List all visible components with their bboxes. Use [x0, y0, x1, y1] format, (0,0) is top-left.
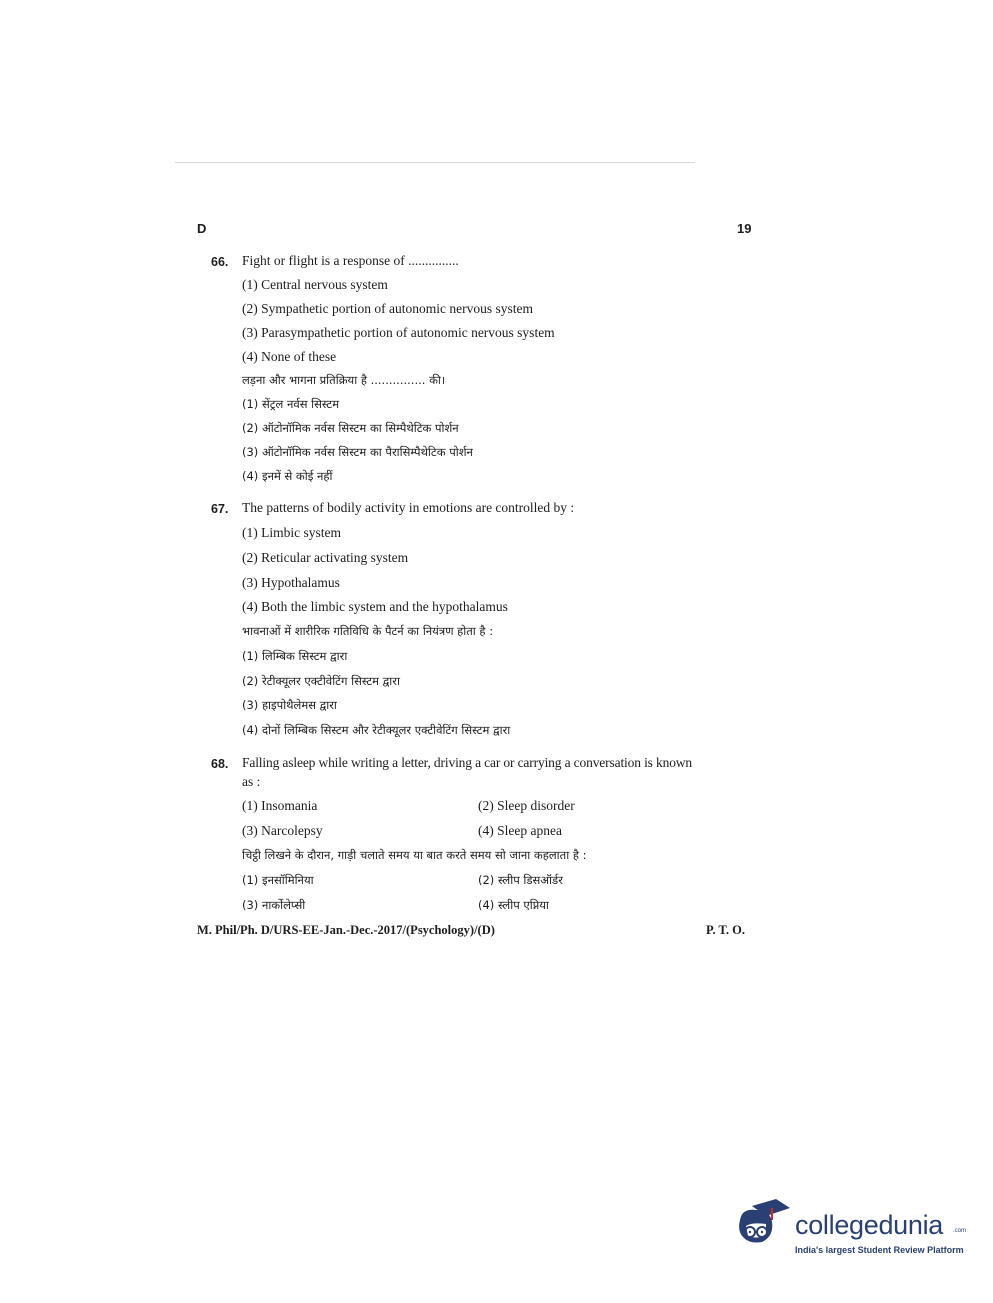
logo-tagline: India's largest Student Review Platform [795, 1245, 964, 1255]
option-hindi: (2) ऑटोनॉमिक नर्वस सिस्टम का सिम्पैथेटिक पोर्शन [242, 421, 459, 435]
paper-code: M. Phil/Ph. D/URS-EE-Jan.-Dec.-2017/(Psychology)/(D) [197, 923, 495, 937]
pto-label: P. T. O. [706, 923, 746, 937]
question-number: 68. [211, 757, 229, 771]
option-hindi: (2) रेटीक्यूलर एक्टीवेटिंग सिस्टम द्वारा [242, 674, 400, 688]
logo-wordmark: collegedunia [795, 1210, 944, 1240]
option-hindi: (1) सेंट्रल नर्वस सिस्टम [242, 397, 340, 411]
option: (3) Hypothalamus [242, 575, 340, 590]
top-rule [175, 162, 695, 163]
option: (4) Sleep apnea [478, 823, 562, 838]
question-text: The patterns of bodily activity in emotions are controlled by : [242, 500, 575, 515]
option: (1) Limbic system [242, 525, 341, 540]
option-hindi: (1) लिम्बिक सिस्टम द्वारा [242, 649, 348, 663]
series-label: D [197, 221, 207, 236]
option-hindi: (3) हाइपोथैलेमस द्वारा [242, 698, 337, 712]
question-number: 67. [211, 502, 229, 516]
option-hindi: (4) दोनों लिम्बिक सिस्टम और रेटीक्यूलर एक्टीवेटिंग सिस्टम द्वारा [242, 723, 511, 737]
question-text-hindi: भावनाओं में शारीरिक गतिविधि के पैटर्न का नियंत्रण होता है : [242, 624, 494, 638]
option-hindi: (4) इनमें से कोई नहीं [242, 469, 333, 483]
option: (2) Sleep disorder [478, 798, 575, 813]
page-number: 19 [737, 221, 752, 236]
mascot-icon [732, 1196, 792, 1256]
option: (3) Narcolepsy [242, 823, 323, 838]
option-hindi: (2) स्लीप डिसऑर्डर [478, 873, 563, 887]
option: (1) Central nervous system [242, 277, 388, 292]
question-text: Falling asleep while writing a letter, driving a car or carrying a conversation is known [242, 755, 692, 770]
option: (1) Insomania [242, 798, 318, 813]
option-hindi: (4) स्लीप एप्निया [478, 898, 549, 912]
option: (2) Sympathetic portion of autonomic nervous system [242, 301, 533, 316]
option: (4) Both the limbic system and the hypothalamus [242, 599, 508, 614]
question-number: 66. [211, 255, 229, 269]
option-hindi: (3) ऑटोनॉमिक नर्वस सिस्टम का पैरासिम्पैथेटिक पोर्शन [242, 445, 473, 459]
question-text: Fight or flight is a response of ............... [242, 253, 459, 268]
question-text-continued: as : [242, 774, 261, 789]
question-text-hindi: लड़ना और भागना प्रतिक्रिया है ............... की। [242, 373, 446, 387]
option-hindi: (1) इनसॉमिनिया [242, 873, 314, 887]
logo-domain: .com [953, 1228, 967, 1234]
option: (2) Reticular activating system [242, 550, 409, 565]
question-text-hindi: चिट्ठी लिखने के दौरान, गाड़ी चलाते समय या बात करते समय सो जाना कहलाता है : [242, 848, 587, 862]
option: (3) Parasympathetic portion of autonomic nervous system [242, 325, 555, 340]
option: (4) None of these [242, 349, 337, 364]
option-hindi: (3) नार्कोलेप्सी [242, 898, 306, 912]
